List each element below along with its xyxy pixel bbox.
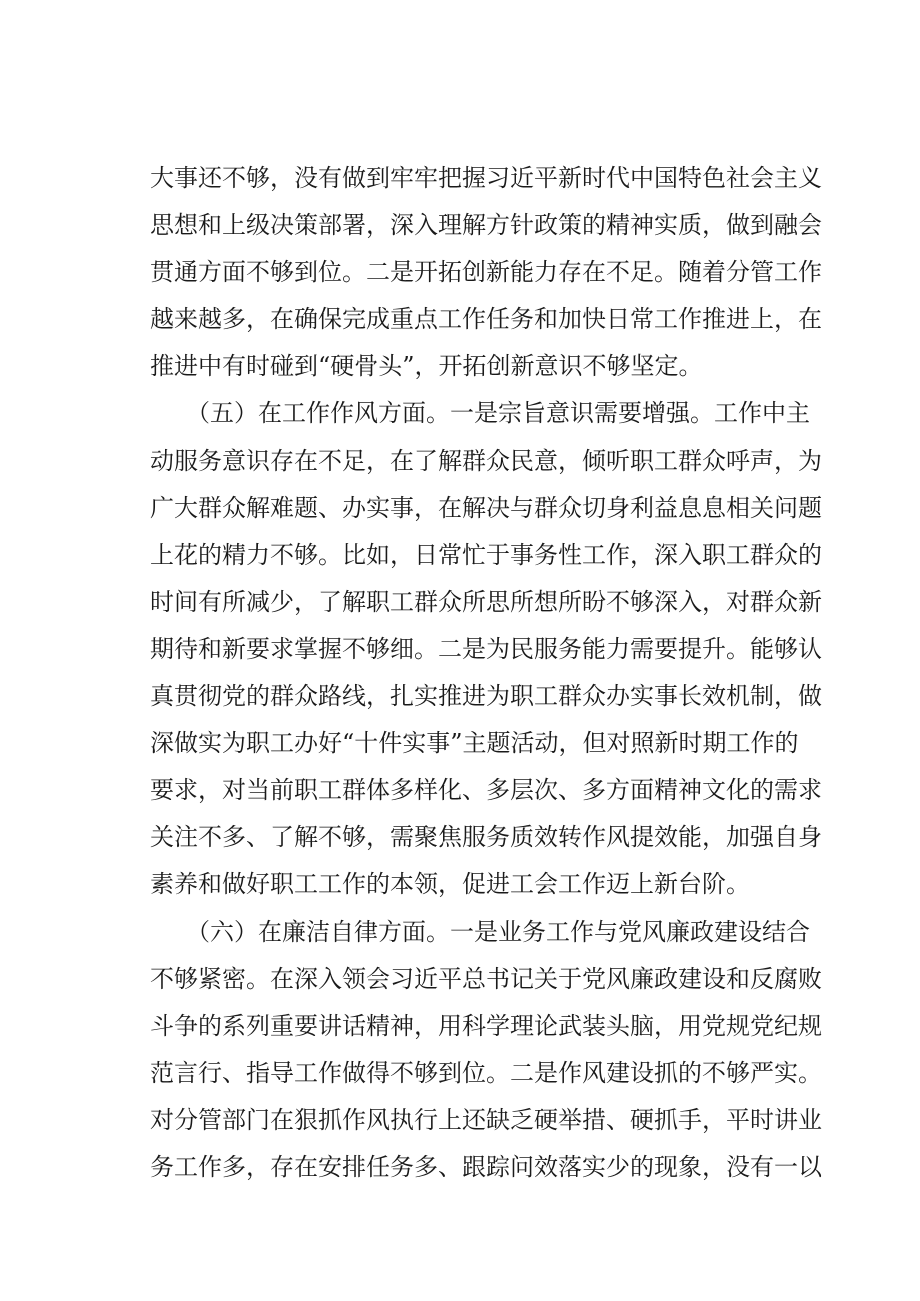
text-line: 关注不多、了解不够，需聚焦服务质效转作风提效能，加强自身 [150, 823, 822, 852]
text-line: 期待和新要求掌握不够细。二是为民服务能力需要提升。能够认 [150, 634, 822, 663]
text-line: 动服务意识存在不足，在了解群众民意，倾听职工群众呼声，为 [150, 446, 822, 475]
text-line: 要求，对当前职工群体多样化、多层次、多方面精神文化的需求 [150, 776, 822, 805]
text-line: 大事还不够，没有做到牢牢把握习近平新时代中国特色社会主义 [150, 164, 822, 192]
text-line: 思想和上级决策部署，深入理解方针政策的精神实质，做到融会 [150, 211, 822, 240]
text-line: 对分管部门在狠抓作风执行上还缺乏硬举措、硬抓手，平时讲业 [150, 1105, 822, 1134]
body-text [150, 155, 822, 1191]
text-line: 深做实为职工办好“十件实事”主题活动，但对照新时期工作的 [150, 729, 799, 758]
text-line: 范言行、指导工作做得不够到位。二是作风建设抓的不够严实。 [150, 1058, 822, 1087]
text-line: 时间有所减少，了解职工群众所思所想所盼不够深入，对群众新 [150, 587, 822, 616]
text-line: 务工作多，存在安排任务多、跟踪问效落实少的现象，没有一以 [150, 1152, 822, 1181]
text-line: 真贯彻党的群众路线，扎实推进为职工群众办实事长效机制，做 [150, 682, 822, 711]
text-line: 斗争的系列重要讲话精神，用科学理论武装头脑，用党规党纪规 [150, 1011, 822, 1040]
text-line: 贯通方面不够到位。二是开拓创新能力存在不足。随着分管工作 [150, 258, 822, 287]
text-line: 越来越多，在确保完成重点工作任务和加快日常工作推进上，在 [150, 305, 822, 334]
paragraph-start-line: （五）在工作作风方面。一是宗旨意识需要增强。工作中主 [150, 399, 810, 428]
text-line: 不够紧密。在深入领会习近平总书记关于党风廉政建设和反腐败 [150, 964, 822, 993]
text-line: 推进中有时碰到“硬骨头”，开拓创新意识不够坚定。 [150, 352, 703, 381]
paragraph-start-line: （六）在廉洁自律方面。一是业务工作与党风廉政建设结合 [150, 917, 810, 946]
text-line: 广大群众解难题、办实事，在解决与群众切身利益息息相关问题 [150, 493, 822, 522]
text-line: 上花的精力不够。比如，日常忙于事务性工作，深入职工群众的 [150, 540, 822, 569]
text-line: 素养和做好职工工作的本领，促进工会工作迈上新台阶。 [150, 870, 750, 899]
